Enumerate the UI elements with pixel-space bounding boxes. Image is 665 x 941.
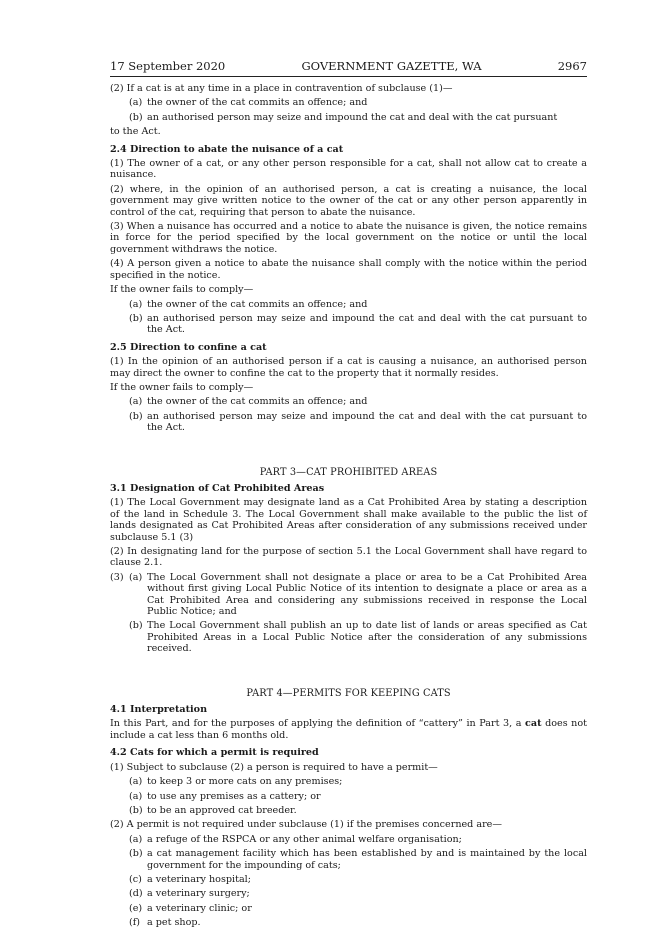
list-item <box>110 903 587 914</box>
list-item <box>110 620 587 654</box>
paragraph: (2) A permit is not required under subclause (1) if the premises concerned are— <box>110 819 502 831</box>
list-label: (b) <box>129 111 143 123</box>
paragraph: If the owner fails to comply— <box>110 284 254 296</box>
list-text: to be an approved cat breeder. <box>147 804 297 816</box>
list-text: a veterinary clinic; or <box>147 902 252 914</box>
list-item <box>110 299 587 310</box>
list-label: (b) <box>129 848 143 860</box>
list-text: The Local Government shall publish an up to date list of lands or areas specified as Cat Prohibited Areas in a Local Public Notice after the consideration of any submissions received. <box>147 620 587 655</box>
list-item <box>110 97 587 108</box>
header-date: 17 September 2020 <box>110 59 226 73</box>
paragraph: (2) In designating land for the purpose of section 5.1 the Local Government shall have regard to clause 2.1. <box>110 546 587 569</box>
paragraph: (3) When a nuisance has occurred and a notice to abate the nuisance is given, the notice remains in force for the period specified by the local government on the notice or until the local government withdraws the notice. <box>110 221 587 255</box>
list-text: a refuge of the RSPCA or any other animal welfare organisation; <box>147 833 462 845</box>
header-title: GOVERNMENT GAZETTE, WA <box>301 59 482 73</box>
clause-number: (3) <box>110 571 124 583</box>
list-label: (f) <box>129 917 141 929</box>
part-title: PART 3—CAT PROHIBITED AREAS <box>259 466 438 478</box>
list-label: (b) <box>129 410 143 422</box>
list-text: to use any premises as a cattery; or <box>147 790 321 802</box>
list-text: an authorised person may seize and impound the cat and deal with the cat pursuant <box>147 111 558 123</box>
list-label: (a) <box>129 571 143 583</box>
paragraph: (1) The Local Government may designate land as a Cat Prohibited Area by stating a description of the land in Schedule 3. The Local Government shall make available to the public the list of lands designated as Cat Prohibited Areas after consideration of any submissions received under subclause 5.1 (3) <box>110 497 587 543</box>
list-item <box>110 888 587 899</box>
defined-term: cat <box>525 718 542 730</box>
list-label: (a) <box>129 776 143 788</box>
paragraph-text: does not include a cat less than 6 months old. <box>110 718 587 741</box>
paragraph: to the Act. <box>110 126 161 138</box>
list-label: (a) <box>129 97 143 109</box>
list-text: the owner of the cat commits an offence; and <box>147 396 368 408</box>
section-heading: 4.2 Cats for which a permit is required <box>110 747 319 759</box>
paragraph: (1) The owner of a cat, or any other person responsible for a cat, shall not allow cat to create a nuisance. <box>110 158 587 181</box>
list-text: The Local Government shall not designate a place or area to be a Cat Prohibited Area without first giving Local Public Notice of its intention to designate a place or area as a Cat Prohibited Area and considering any submissions received in response the Local Public Notice; and <box>147 571 587 618</box>
list-label: (b) <box>129 312 143 324</box>
paragraph: If the owner fails to comply— <box>110 381 254 393</box>
list-text: an authorised person may seize and impound the cat and deal with the cat pursuant to the Act. <box>147 312 587 336</box>
paragraph <box>110 718 587 741</box>
list-text: a veterinary surgery; <box>147 888 250 900</box>
list-text: an authorised person may seize and impound the cat and deal with the cat pursuant to the Act. <box>147 410 587 434</box>
list-item <box>110 396 587 407</box>
section-heading: 2.4 Direction to abate the nuisance of a cat <box>110 143 344 155</box>
list-item <box>110 917 587 928</box>
list-label: (a) <box>129 790 143 802</box>
list-text: the owner of the cat commits an offence; and <box>147 97 368 109</box>
list-text: a cat management facility which has been established by and is maintained by the local government for the impounding of cats; <box>147 848 587 871</box>
list-label: (a) <box>129 396 143 408</box>
list-text: to keep 3 or more cats on any premises; <box>147 776 343 788</box>
list-item <box>110 874 587 885</box>
part-title: PART 4—PERMITS FOR KEEPING CATS <box>246 687 451 699</box>
header-page-number: 2967 <box>557 59 587 73</box>
list-item <box>110 572 587 618</box>
list-item <box>110 112 587 123</box>
section-heading: 2.5 Direction to confine a cat <box>110 341 267 353</box>
list-label: (b) <box>129 620 143 632</box>
list-item <box>110 776 587 787</box>
list-label: (e) <box>129 902 143 914</box>
list-item <box>110 834 587 845</box>
gazette-page <box>110 59 587 932</box>
list-item <box>110 848 587 871</box>
list-text: a veterinary hospital; <box>147 873 251 885</box>
list-label: (a) <box>129 298 143 310</box>
list-text: a pet shop. <box>147 917 201 929</box>
list-item <box>110 791 587 802</box>
list-label: (d) <box>129 888 143 900</box>
page-header <box>110 59 587 77</box>
paragraph: (1) Subject to subclause (2) a person is required to have a permit— <box>110 761 438 773</box>
list-text: the owner of the cat commits an offence; and <box>147 298 368 310</box>
list-item <box>110 805 587 816</box>
list-item <box>110 313 587 336</box>
list-label: (b) <box>129 804 143 816</box>
section-heading: 4.1 Interpretation <box>110 704 208 716</box>
list-label: (c) <box>129 873 142 885</box>
paragraph: (2) If a cat is at any time in a place in contravention of subclause (1)— <box>110 83 453 94</box>
paragraph: (1) In the opinion of an authorised person if a cat is causing a nuisance, an authorised person may direct the owner to confine the cat to the property that it normally resides. <box>110 356 587 379</box>
section-heading: 3.1 Designation of Cat Prohibited Areas <box>110 482 325 494</box>
paragraph-text: In this Part, and for the purposes of applying the definition of “cattery” in Part 3, a <box>110 718 526 730</box>
paragraph: (2) where, in the opinion of an authorised person, a cat is creating a nuisance, the local government may give written notice to the owner of the cat or any other person apparently in control of the cat, requiring that person to abate the nuisance. <box>110 183 587 218</box>
paragraph: (4) A person given a notice to abate the nuisance shall comply with the notice within the period specified in the notice. <box>110 258 587 281</box>
list-label: (a) <box>129 833 143 845</box>
list-item <box>110 411 587 434</box>
